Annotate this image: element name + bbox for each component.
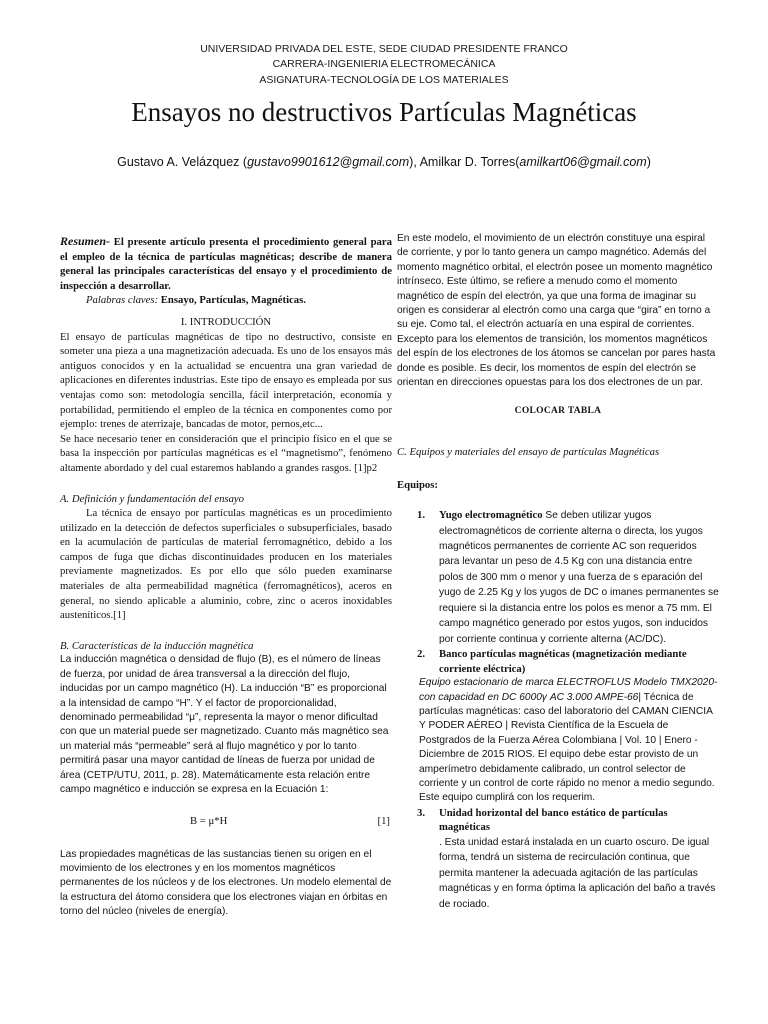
- right-paragraph-1: En este modelo, el movimiento de un electrón constituye una espiral de corriente, y por lo tanto genera un campo magnético. Además del momento magnético orbital, el electrón posee un momento magnético intrínseco. Este último, se refiere a menudo como el momento magnético de espín del electrón, ya que una forma de imaginar su origen es considerar al electrón como una carga que “gira” en torno a su eje. Como tal, el electrón actuaría en una espiral de corrientes. Excepto para los elementos de transición, los momentos magnéticos del espín de los electrones de los átomos se cancelan por pares hasta donde es posible. Es decir, los momentos de espín del electrón se orientan en direcciones opuestas para los dos electrones de un par.: [397, 233, 716, 389]
- career-line: CARRERA-INGENIERIA ELECTROMECÁNICA: [272, 58, 496, 70]
- keywords-label: Palabras claves:: [86, 294, 159, 307]
- section-a-paragraph: La técnica de ensayo por partículas magnéticas es un procedimiento utilizado en la detección de defectos superficiales o subsuperficiales, basado en la acumulación de partículas de material ferromagnético, debido a los campos de fuga que dichas discontinuidades producen en los materiales previamente magnetizados. Es por ello que sólo pueden examinarse materiales de alta permeabilidad magnética (ferromagnéticos), aceros en general, no siendo aplicable a aluminio, cobre, zinc o aceros inoxidables austeníticos.[1]: [60, 507, 392, 622]
- keywords-text: Ensayo, Partículas, Magnéticas.: [158, 294, 306, 307]
- item-text: Se deben utilizar yugos electromagnéticos de corriente alterna o directa, los yugos magnéticos permanentes de corriente AC son requeridos para levantar un peso de 4.5 Kg con una distancia entre polos de 300 mm o menor y una fuerza de s eparación del yugo de 2.25 Kg y los yugos de DC o imanes permanentes se requiere si la distancia entre los polos es menor a 75 mm. El campo magnético generado por estos yugos, son inducidos por corriente continua y corriente alterna (AC/DC).: [439, 510, 719, 645]
- abstract-heading: Resumen-: [60, 234, 111, 248]
- section-b-paragraph-1: La inducción magnética o densidad de flujo (B), es el número de líneas de fuerza, por unidad de área transversal a la dirección del flujo, inducidas por un campo magnético (H). La inducción “B” es proporcional a la intensidad de campo “H”. Y el factor de proporcionalidad, denominado permeabilidad “μ”, representa la mayor o menor dificultad con que un material puede ser magnetizado. Cuanto más magnético sea un material más “permeable” será al flujo magnético y por lo tanto permitirá pasar una mayor cantidad de líneas de fuerza por unidad de área (CETP/UTU, 2011, p. 28). Matemáticamente esta relación entre campo magnético e inducción se expresa en la Ecuación 1:: [60, 654, 389, 796]
- authors-close: ): [646, 155, 651, 169]
- equipment-item-1: [397, 508, 719, 647]
- intro-paragraph-1: El ensayo de partículas magnéticas de tipo no destructivo, consiste en someter una pieza a una magnetización adecuada. Es uno de los ensayos más antiguos conocidos y en la actualidad se encuentra una gran variedad de aplicaciones en diferentes industrias. Este tipo de ensayo es empleada por sus ventajas como son: metodología sencilla, fácil interpretación, economía y portabilidad, permitiendo el empleo de la técnica en componentes como por ejemplo: trenes de aterrizaje, bancadas de motor, pernos,etc...: [60, 330, 392, 431]
- university-line: UNIVERSIDAD PRIVADA DEL ESTE, SEDE CIUDAD PRESIDENTE FRANCO: [200, 43, 568, 55]
- section-b-heading: B. Características de la inducción magnética: [60, 639, 254, 652]
- equation-formula: B = μ*H: [190, 814, 228, 827]
- equipos-label: Equipos:: [397, 478, 438, 491]
- author-1: Gustavo A. Velázquez (: [117, 155, 248, 169]
- intro-heading: I. INTRODUCCIÓN: [180, 315, 272, 328]
- paper-title: Ensayos no destructivos Partículas Magnéticas: [131, 97, 637, 127]
- table-placeholder: COLOCAR TABLA: [514, 406, 602, 417]
- left-column: [60, 234, 392, 920]
- equipment-list: [397, 508, 719, 676]
- equipment-list-cont: [397, 806, 719, 912]
- abstract-text: El presente artículo presenta el procedimiento general para el empleo de la técnica de partículas magnéticas; describe de manera general las principales características del ensayo y el procedimiento de inspección a desarrollar.: [60, 236, 392, 292]
- item-title: Unidad horizontal del banco estático de partículas magnéticas: [439, 806, 668, 834]
- right-column: [397, 232, 719, 912]
- item-title: Banco partículas magnéticas (magnetización mediante corriente eléctrica): [439, 647, 687, 675]
- keywords: [60, 293, 392, 308]
- section-c-heading: C. Equipos y materiales del ensayo de partículas Magnéticas: [397, 446, 660, 459]
- abstract: [60, 234, 392, 293]
- equipment-item-2-body: [397, 676, 719, 806]
- equipment-item-2: [397, 647, 719, 676]
- item-title: Yugo electromagnético: [439, 509, 543, 522]
- item-number: 1.: [417, 509, 426, 522]
- author-2: ), Amilkar D. Torres(: [409, 155, 520, 169]
- item-text: | Técnica de partículas magnéticas: caso del laboratorio del CAMAN CIENCIA Y PODER AÉREO | Revista Científica de la Escuela de Postgrados de la Fuerza Aérea Colombiana | Vol. 10 | Enero - Diciembre de 2015 RIOS. El equipo debe estar provisto de un amperímetro debidamente calibrado, un control selector de corriente y un control de corte rápido no menor a medio segundo. Este equipo cumplirá con los requerim.: [419, 691, 715, 804]
- section-a-heading: A. Definición y fundamentación del ensayo: [60, 492, 245, 505]
- item-number: 2.: [417, 647, 426, 660]
- author-1-email[interactable]: gustavo9901612@gmail.com: [247, 155, 410, 169]
- intro-paragraph-2: Se hace necesario tener en consideración que el principio físico en el que se basa la inspección por partículas magnéticas es el “magnetismo”, fenómeno altamente abordado y del cual estaremos hablando a grandes rasgos. [1]p2: [60, 432, 392, 474]
- item-text: . Esta unidad estará instalada en un cuarto oscuro. De igual forma, tendrá un sistema de recirculación continua, que permita mantener la adecuada agitación de las partículas magnéticas y en forma óptima la aplicación del baño a través de rociado.: [439, 836, 716, 910]
- equation-number: [1]: [377, 814, 390, 827]
- subject-line: ASIGNATURA-TECNOLOGÍA DE LOS MATERIALES: [259, 74, 509, 86]
- item-italic-text: Equipo estacionario de marca ELECTROFLUS Modelo TMX2020- con capacidad en DC 6000γ AC 3.000 AMPE-66: [419, 677, 718, 703]
- author-2-email[interactable]: amilkart06@gmail.com: [519, 155, 647, 169]
- equation-1: [60, 814, 392, 830]
- authors-line: [0, 154, 768, 170]
- item-number: 3.: [417, 806, 426, 819]
- equipment-item-3: [397, 806, 719, 912]
- section-b-paragraph-2: Las propiedades magnéticas de las sustancias tienen su origen en el movimiento de los electrones y en los momentos magnéticos permanentes de los núcleos y de los electrones. Un modelo elemental de la estructura del átomo considera que los electrones viajan en órbitas en torno del núcleo (niveles de energía).: [60, 848, 392, 918]
